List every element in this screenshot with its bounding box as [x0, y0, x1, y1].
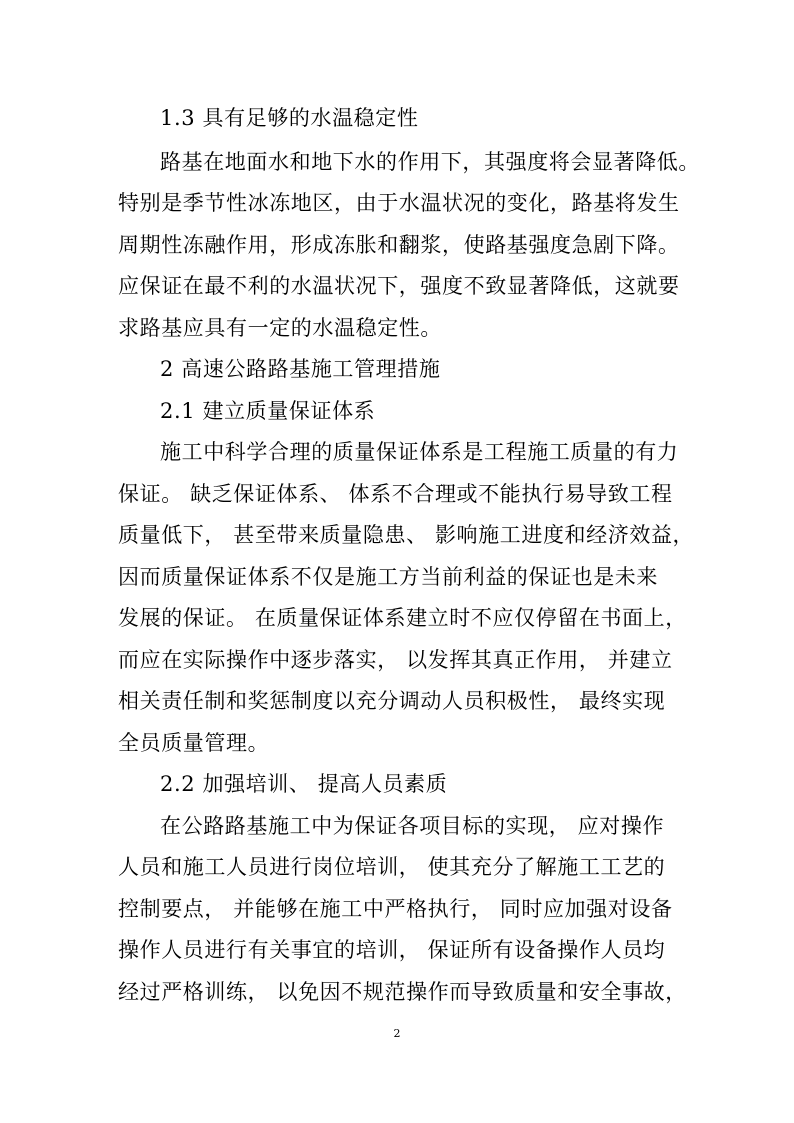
- paragraph-line: 发展的保证。 在质量保证体系建立时不应仅停留在书面上，: [118, 606, 687, 630]
- paragraph-line: 施工中科学合理的质量保证体系是工程施工质量的有力: [160, 440, 679, 464]
- paragraph-line: 在公路路基施工中为保证各项目标的实现， 应对操作: [160, 814, 665, 838]
- paragraph-line: 质量低下， 甚至带来质量隐患、 影响施工进度和经济效益，: [118, 523, 695, 547]
- paragraph-line: 而应在实际操作中逐步落实， 以发挥其真正作用， 并建立: [118, 648, 673, 672]
- section-heading-2: 2 高速公路路基施工管理措施: [160, 357, 441, 381]
- paragraph-line: 保证。 缺乏保证体系、 体系不合理或不能执行易导致工程: [118, 482, 673, 506]
- section-heading-1-3: 1.3 具有足够的水温稳定性: [160, 106, 419, 130]
- paragraph-line: 相关责任制和奖惩制度以充分调动人员积极性， 最终实现: [118, 689, 666, 713]
- paragraph-line: 路基在地面水和地下水的作用下，其强度将会显著降低。: [160, 150, 700, 174]
- page-number: 2: [393, 1027, 401, 1040]
- paragraph-line: 特别是季节性冰冻地区，由于水温状况的变化，路基将发生: [118, 191, 680, 215]
- paragraph-line: 因而质量保证体系不仅是施工方当前利益的保证也是未来: [118, 565, 658, 589]
- paragraph-line: 求路基应具有一定的水温稳定性。: [118, 316, 442, 340]
- paragraph-line: 控制要点， 并能够在施工中严格执行， 同时应加强对设备: [118, 897, 673, 921]
- paragraph-line: 操作人员进行有关事宜的培训， 保证所有设备操作人员均: [118, 938, 666, 962]
- paragraph-line: 全员质量管理。: [118, 731, 270, 755]
- section-heading-2-2: 2.2 加强培训、 提高人员素质: [160, 772, 448, 796]
- paragraph-line: 应保证在最不利的水温状况下，强度不致显著降低，这就要: [118, 274, 680, 298]
- section-heading-2-1: 2.1 建立质量保证体系: [160, 399, 376, 423]
- paragraph-line: 周期性冻融作用，形成冻胀和翻浆，使路基强度急剧下降。: [118, 233, 680, 257]
- paragraph-line: 经过严格训练， 以免因不规范操作而导致质量和安全事故，: [118, 980, 687, 1004]
- paragraph-line: 人员和施工人员进行岗位培训， 使其充分了解施工工艺的: [118, 855, 666, 879]
